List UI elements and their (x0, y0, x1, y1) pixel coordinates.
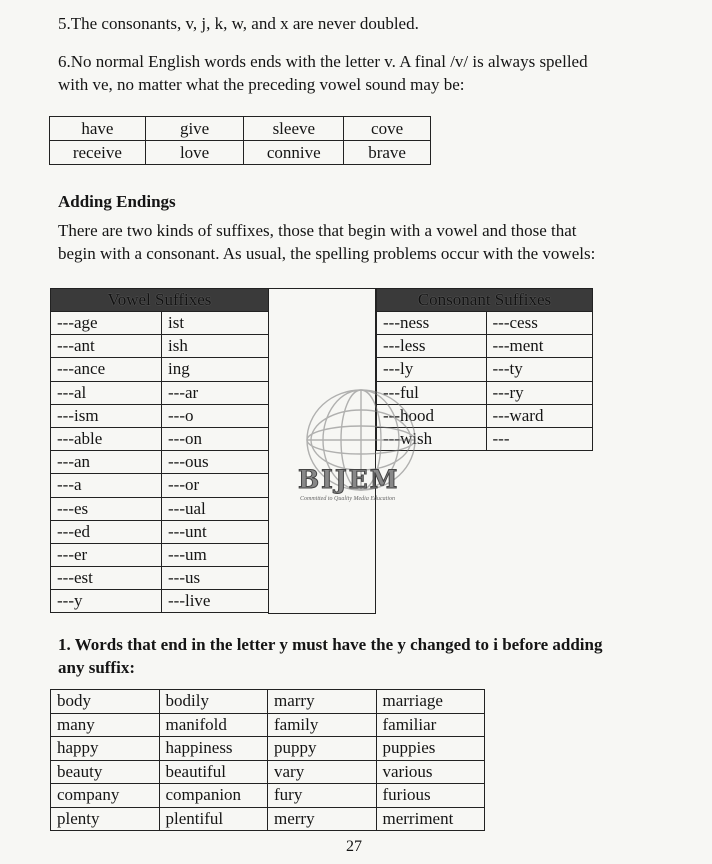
ve-words-table (49, 116, 431, 165)
table-cell: ---ous (162, 451, 269, 474)
table-cell: ---ful (377, 381, 487, 404)
table-cell: plenty (51, 807, 160, 831)
intro-line-2: begin with a consonant. As usual, the spelling problems occur with the vowels: (58, 244, 596, 263)
rule-1-line-1: 1. Words that end in the letter y must have the y changed to i before adding (58, 635, 603, 654)
section-heading: Adding Endings (58, 192, 176, 211)
table-cell: ---cess (486, 312, 593, 335)
table-cell: merry (268, 807, 377, 831)
table-cell: companion (159, 784, 268, 808)
vowel-suffixes-header: Vowel Suffixes (51, 289, 269, 312)
table-cell: ---us (162, 567, 269, 590)
table-cell: ---ment (486, 335, 593, 358)
table-cell: cove (344, 117, 431, 141)
table-cell: vary (268, 760, 377, 784)
table-row (51, 784, 485, 808)
table-row (51, 760, 485, 784)
table-row (51, 807, 485, 831)
table-cell: give (145, 117, 244, 141)
table-cell: beauty (51, 760, 160, 784)
table-cell: manifold (159, 713, 268, 737)
table-row (377, 312, 593, 335)
rule-5-text: 5.The consonants, v, j, k, w, and x are never doubled. (58, 14, 419, 33)
table-row (50, 117, 431, 141)
table-row (51, 590, 269, 613)
table-cell: ---ant (51, 335, 162, 358)
logo-tagline: Committed to Quality Media Education (300, 496, 395, 502)
table-row (51, 567, 269, 590)
vowel-suffixes-table (50, 288, 269, 613)
table-cell: furious (376, 784, 485, 808)
table-cell: plentiful (159, 807, 268, 831)
table-cell: ---ism (51, 404, 162, 427)
table-cell: ---hood (377, 404, 487, 427)
rule-6-line-1: 6.No normal English words ends with the letter v. A final /v/ is always spelled (58, 52, 588, 71)
table-cell: marry (268, 690, 377, 714)
table-cell: ---es (51, 497, 162, 520)
table-cell: family (268, 713, 377, 737)
page-number: 27 (346, 838, 362, 855)
table-cell: ---y (51, 590, 162, 613)
table-cell: ---ual (162, 497, 269, 520)
table-cell: ist (162, 312, 269, 335)
table-cell: happiness (159, 737, 268, 761)
table-cell: ---ly (377, 358, 487, 381)
table-row (51, 427, 269, 450)
table-cell: company (51, 784, 160, 808)
table-cell: ---or (162, 474, 269, 497)
table-cell: receive (50, 141, 146, 165)
table-cell: many (51, 713, 160, 737)
table-cell: ---est (51, 567, 162, 590)
y-to-i-table (50, 689, 485, 831)
table-row (51, 358, 269, 381)
table-cell: ---o (162, 404, 269, 427)
table-cell: fury (268, 784, 377, 808)
table-cell: merriment (376, 807, 485, 831)
table-cell: ---ance (51, 358, 162, 381)
table-cell: ---ty (486, 358, 593, 381)
table-row (51, 690, 485, 714)
table-cell: ---a (51, 474, 162, 497)
table-row (51, 497, 269, 520)
table-cell: ---ward (486, 404, 593, 427)
table-cell: connive (244, 141, 344, 165)
table-cell: marriage (376, 690, 485, 714)
table-row (51, 335, 269, 358)
table-row (377, 335, 593, 358)
table-cell: body (51, 690, 160, 714)
table-cell: ---less (377, 335, 487, 358)
table-cell: ---unt (162, 520, 269, 543)
table-row (51, 404, 269, 427)
table-row (51, 451, 269, 474)
table-cell: ---an (51, 451, 162, 474)
table-cell: ---live (162, 590, 269, 613)
table-row (377, 358, 593, 381)
consonant-suffixes-header: Consonant Suffixes (377, 289, 593, 312)
table-cell: ---ness (377, 312, 487, 335)
table-row (51, 737, 485, 761)
table-cell: ---al (51, 381, 162, 404)
intro-line-1: There are two kinds of suffixes, those that begin with a vowel and those that (58, 221, 577, 240)
table-cell: bodily (159, 690, 268, 714)
table-cell: have (50, 117, 146, 141)
table-cell: --- (486, 427, 593, 450)
table-cell: ---ry (486, 381, 593, 404)
rule-1-line-2: any suffix: (58, 658, 135, 677)
table-cell: ing (162, 358, 269, 381)
table-cell: puppies (376, 737, 485, 761)
table-cell: sleeve (244, 117, 344, 141)
table-cell: puppy (268, 737, 377, 761)
table-row (51, 713, 485, 737)
table-cell: ---wish (377, 427, 487, 450)
table-cell: familiar (376, 713, 485, 737)
table-row (51, 543, 269, 566)
table-cell: ---ar (162, 381, 269, 404)
logo-wordmark: BIJEM (298, 465, 400, 494)
table-cell: ---um (162, 543, 269, 566)
table-cell: ---able (51, 427, 162, 450)
table-cell: ---er (51, 543, 162, 566)
rule-6-line-2: with ve, no matter what the preceding vowel sound may be: (58, 75, 465, 94)
table-cell: various (376, 760, 485, 784)
table-row (51, 474, 269, 497)
table-row (51, 381, 269, 404)
table-row (51, 312, 269, 335)
table-cell: ---age (51, 312, 162, 335)
table-cell: happy (51, 737, 160, 761)
table-cell: ---on (162, 427, 269, 450)
table-cell: love (145, 141, 244, 165)
table-cell: beautiful (159, 760, 268, 784)
table-cell: ish (162, 335, 269, 358)
table-cell: brave (344, 141, 431, 165)
table-row (51, 520, 269, 543)
table-cell: ---ed (51, 520, 162, 543)
table-row (50, 141, 431, 165)
